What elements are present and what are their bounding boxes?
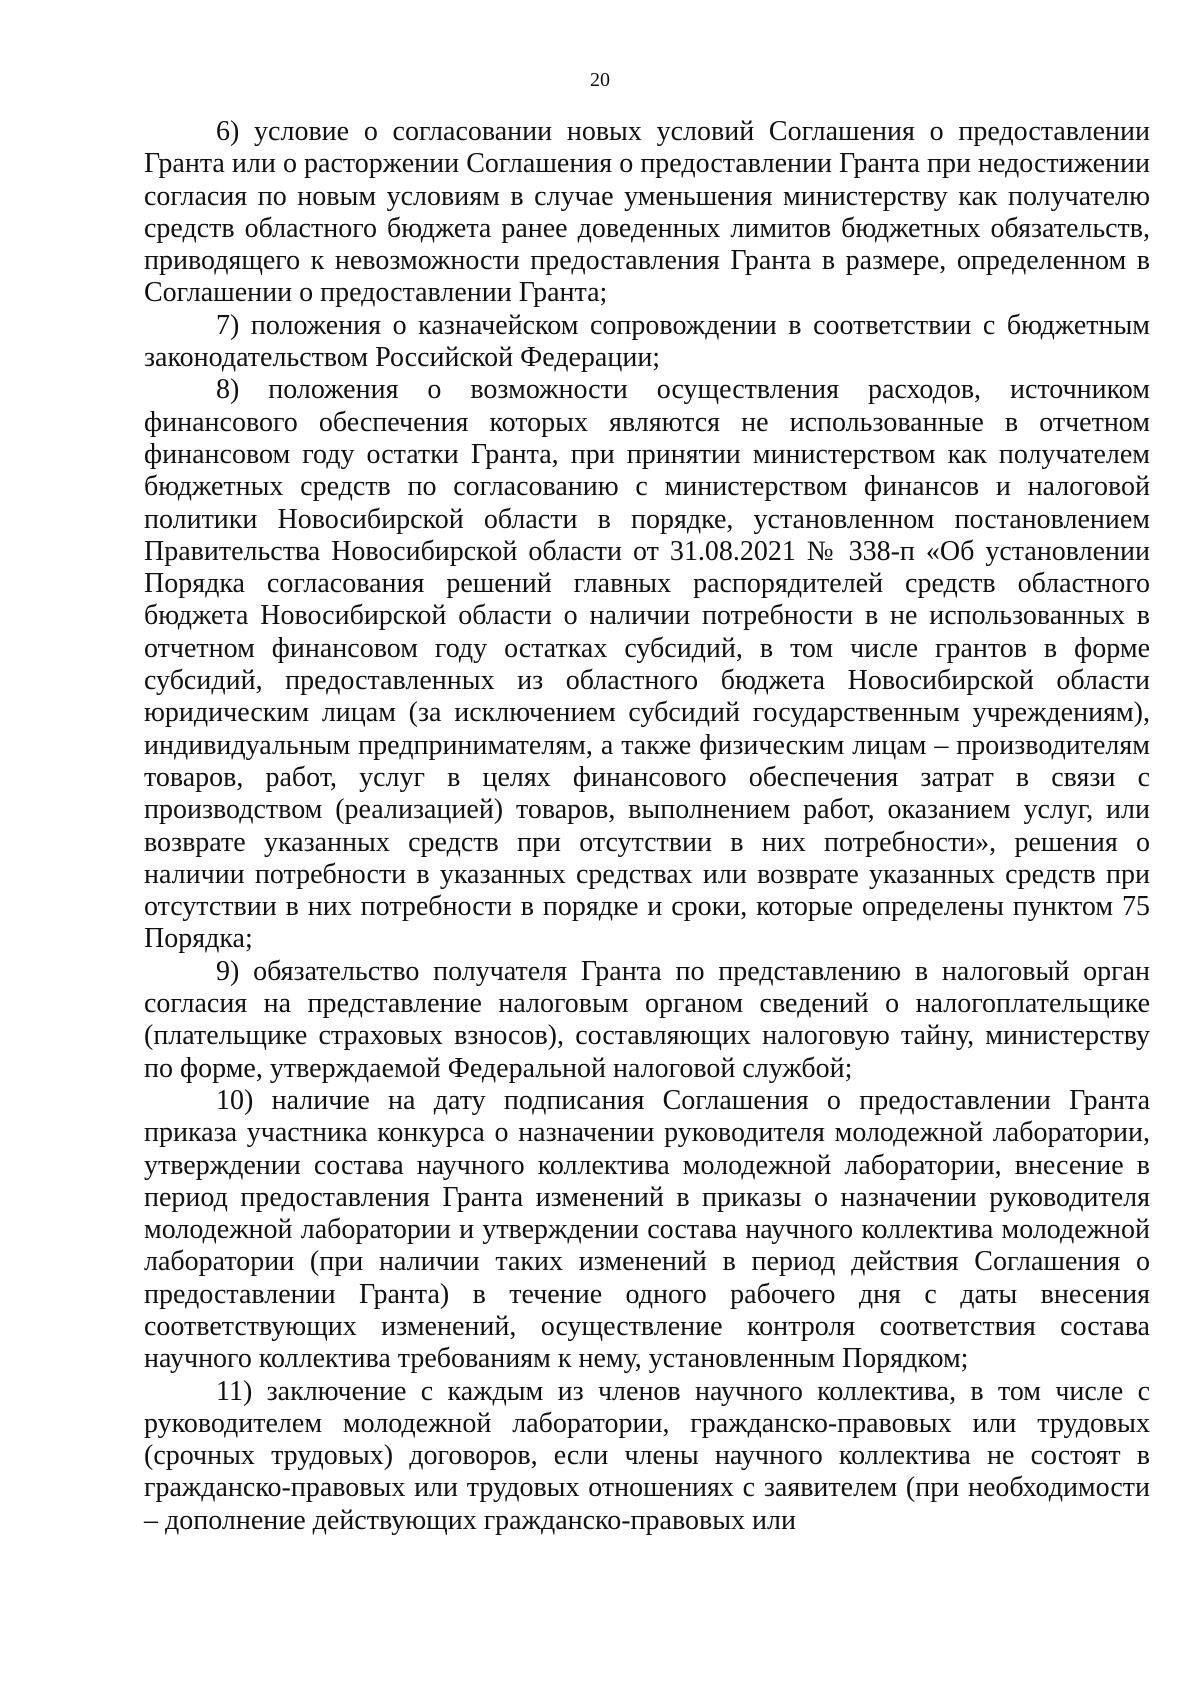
paragraph-item-9: 9) обязательство получателя Гранта по представлению в налоговый орган согласия на представление налоговым органом сведений о налогоплательщике (плательщике страховых взносов), составляющих налоговую тайну, министерству по форме, утверждаемой Федеральной налоговой службой;: [144, 955, 1150, 1084]
paragraph-item-7: 7) положения о казначейском сопровождении в соответствии с бюджетным законодательством Российской Федерации;: [144, 309, 1150, 374]
paragraph-item-10: 10) наличие на дату подписания Соглашения о предоставлении Гранта приказа участника конкурса о назначении руководителя молодежной лаборатории, утверждении состава научного коллектива молодежной лаборатории, внесение в период предоставления Гранта изменений в приказы о назначении руководителя молодежной лаборатории и утверждении состава научного коллектива молодежной лаборатории (при наличии таких изменений в период действия Соглашения о предоставлении Гранта) в течение одного рабочего дня с даты внесения соответствующих изменений, осуществление контроля соответствия состава научного коллектива требованиям к нему, установленным Порядком;: [144, 1084, 1150, 1375]
paragraph-item-8: 8) положения о возможности осуществления расходов, источником финансового обеспечения которых являются не использованные в отчетном финансовом году остатки Гранта, при принятии министерством как получателем бюджетных средств по согласованию с министерством финансов и налоговой политики Новосибирской области в порядке, установленном постановлением Правительства Новосибирской области от 31.08.2021 № 338-п «Об установлении Порядка согласования решений главных распорядителей средств областного бюджета Новосибирской области о наличии потребности в не использованных в отчетном финансовом году остатках субсидий, в том числе грантов в форме субсидий, предоставленных из областного бюджета Новосибирской области юридическим лицам (за исключением субсидий государственным учреждениям), индивидуальным предпринимателям, а также физическим лицам – производителям товаров, работ, услуг в целях финансового обеспечения затрат в связи с производством (реализацией) товаров, выполнением работ, оказанием услуг, или возврате указанных средств при отсутствии в них потребности», решения о наличии потребности в указанных средствах или возврате указанных средств при отсутствии в них потребности в порядке и сроки, которые определены пунктом 75 Порядка;: [144, 374, 1150, 955]
page-number: 20: [590, 69, 610, 91]
paragraph-item-6: 6) условие о согласовании новых условий Соглашения о предоставлении Гранта или о расторжении Соглашения о предоставлении Гранта при недостижении согласия по новым условиям в случае уменьшения министерству как получателю средств областного бюджета ранее доведенных лимитов бюджетных обязательств, приводящего к невозможности предоставления Гранта в размере, определенном в Соглашении о предоставлении Гранта;: [144, 116, 1150, 309]
paragraph-item-11: 11) заключение с каждым из членов научного коллектива, в том числе с руководителем молодежной лаборатории, гражданско-правовых или трудовых (срочных трудовых) договоров, если члены научного коллектива не состоят в гражданско-правовых или трудовых отношениях с заявителем (при необходимости – дополнение действующих гражданско-правовых или: [144, 1375, 1150, 1536]
document-body: [144, 116, 1150, 1537]
